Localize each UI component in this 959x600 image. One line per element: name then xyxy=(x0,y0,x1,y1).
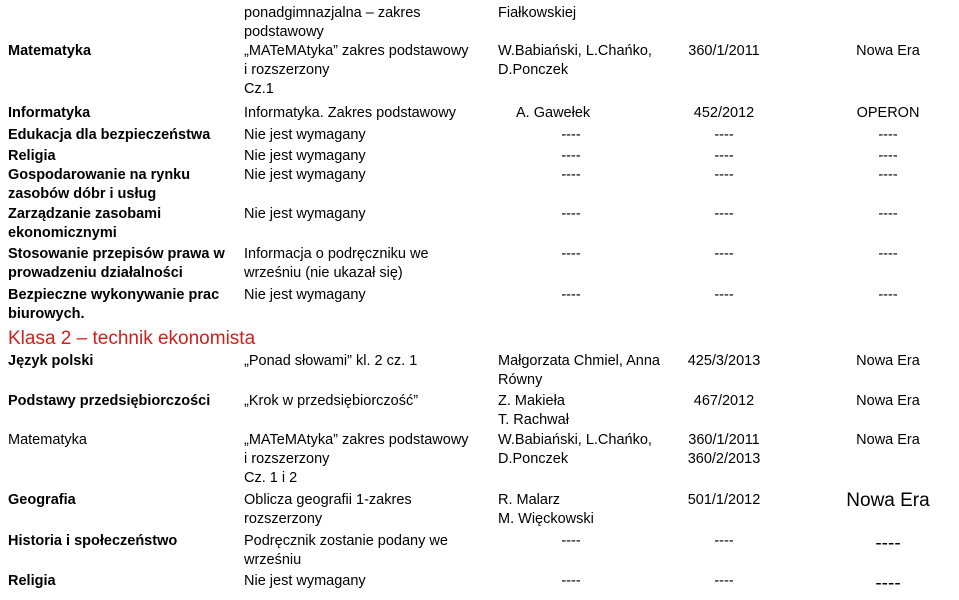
placeholder-dash: ---- xyxy=(878,127,898,143)
subject: Gospodarowanie na rynku zasobów dóbr i usług xyxy=(8,167,191,202)
placeholder-dash: ---- xyxy=(561,246,581,262)
approval-number: 452/2012 xyxy=(693,105,755,121)
textbook-title: ponadgimnazjalna – zakres podstawowy xyxy=(244,5,421,40)
textbook-title: Nie jest wymagany xyxy=(244,287,366,303)
subject: Informatyka xyxy=(8,105,91,121)
textbook-title: „MATeMAtyka” zakres podstawowy i rozszerzony Cz. 1 i 2 xyxy=(244,432,469,486)
author: W.Babiański, L.Chańko, D.Ponczek xyxy=(498,43,652,78)
textbook-title: „Krok w przedsiębiorczość” xyxy=(244,393,419,409)
author: Fiałkowskiej xyxy=(498,5,577,21)
publisher: Nowa Era xyxy=(856,353,920,369)
placeholder-dash: ---- xyxy=(714,206,734,222)
placeholder-dash: ---- xyxy=(714,573,734,589)
placeholder-dash: ---- xyxy=(561,148,581,164)
placeholder-dash: ---- xyxy=(875,573,901,594)
textbook-title: Nie jest wymagany xyxy=(244,573,366,589)
subject: Religia xyxy=(8,148,56,164)
placeholder-dash: ---- xyxy=(561,287,581,303)
textbook-title: „MATeMAtyka” zakres podstawowy i rozszerzony Cz.1 xyxy=(244,43,469,97)
subject: Religia xyxy=(8,573,56,589)
placeholder-dash: ---- xyxy=(714,167,734,183)
placeholder-dash: ---- xyxy=(714,148,734,164)
subject: Geografia xyxy=(8,492,76,508)
author: A. Gawełek xyxy=(516,105,591,121)
placeholder-dash: ---- xyxy=(878,206,898,222)
placeholder-dash: ---- xyxy=(878,167,898,183)
section-heading: Klasa 2 – technik ekonomista xyxy=(8,328,256,349)
subject: Bezpieczne wykonywanie prac biurowych. xyxy=(8,287,220,322)
approval-number: 501/1/2012 xyxy=(687,492,761,508)
textbook-title: Informatyka. Zakres podstawowy xyxy=(244,105,456,121)
publisher: Nowa Era xyxy=(856,393,920,409)
placeholder-dash: ---- xyxy=(878,287,898,303)
subject: Podstawy przedsiębiorczości xyxy=(8,393,211,409)
publisher: OPERON xyxy=(856,105,920,121)
placeholder-dash: ---- xyxy=(561,533,581,549)
placeholder-dash: ---- xyxy=(561,167,581,183)
subject: Zarządzanie zasobami ekonomicznymi xyxy=(8,206,162,241)
approval-number: 360/1/2011 xyxy=(688,43,760,59)
placeholder-dash: ---- xyxy=(875,533,901,554)
approval-number: 467/2012 xyxy=(693,393,755,409)
approval-number: 360/1/2011 360/2/2013 xyxy=(687,432,761,467)
textbook-title: Nie jest wymagany xyxy=(244,206,366,222)
author: W.Babiański, L.Chańko, D.Ponczek xyxy=(498,432,652,467)
publisher: Nowa Era xyxy=(846,490,930,511)
subject: Matematyka xyxy=(8,432,87,448)
textbook-title: Nie jest wymagany xyxy=(244,167,366,183)
placeholder-dash: ---- xyxy=(561,127,581,143)
placeholder-dash: ---- xyxy=(714,127,734,143)
publisher: Nowa Era xyxy=(856,43,920,59)
author: R. Malarz M. Więckowski xyxy=(498,492,594,527)
placeholder-dash: ---- xyxy=(714,246,734,262)
subject: Stosowanie przepisów prawa w prowadzeniu działalności xyxy=(8,246,225,281)
subject: Historia i społeczeństwo xyxy=(8,533,178,549)
approval-number: 425/3/2013 xyxy=(687,353,761,369)
textbook-title: Nie jest wymagany xyxy=(244,127,366,143)
placeholder-dash: ---- xyxy=(878,246,898,262)
textbook-title: Podręcznik zostanie podany we wrześniu xyxy=(244,533,448,568)
placeholder-dash: ---- xyxy=(561,206,581,222)
textbook-title: Oblicza geografii 1-zakres rozszerzony xyxy=(244,492,412,527)
textbook-title: „Ponad słowami” kl. 2 cz. 1 xyxy=(244,353,418,369)
subject: Matematyka xyxy=(8,43,92,59)
placeholder-dash: ---- xyxy=(878,148,898,164)
textbook-title: Informacja o podręczniku we wrześniu (nie ukazał się) xyxy=(244,246,429,281)
placeholder-dash: ---- xyxy=(561,573,581,589)
placeholder-dash: ---- xyxy=(714,533,734,549)
placeholder-dash: ---- xyxy=(714,287,734,303)
author: Małgorzata Chmiel, Anna Równy xyxy=(498,353,660,388)
subject: Język polski xyxy=(8,353,94,369)
textbook-title: Nie jest wymagany xyxy=(244,148,366,164)
author: Z. Makieła T. Rachwał xyxy=(498,393,569,428)
publisher: Nowa Era xyxy=(856,432,920,448)
subject: Edukacja dla bezpieczeństwa xyxy=(8,127,211,143)
